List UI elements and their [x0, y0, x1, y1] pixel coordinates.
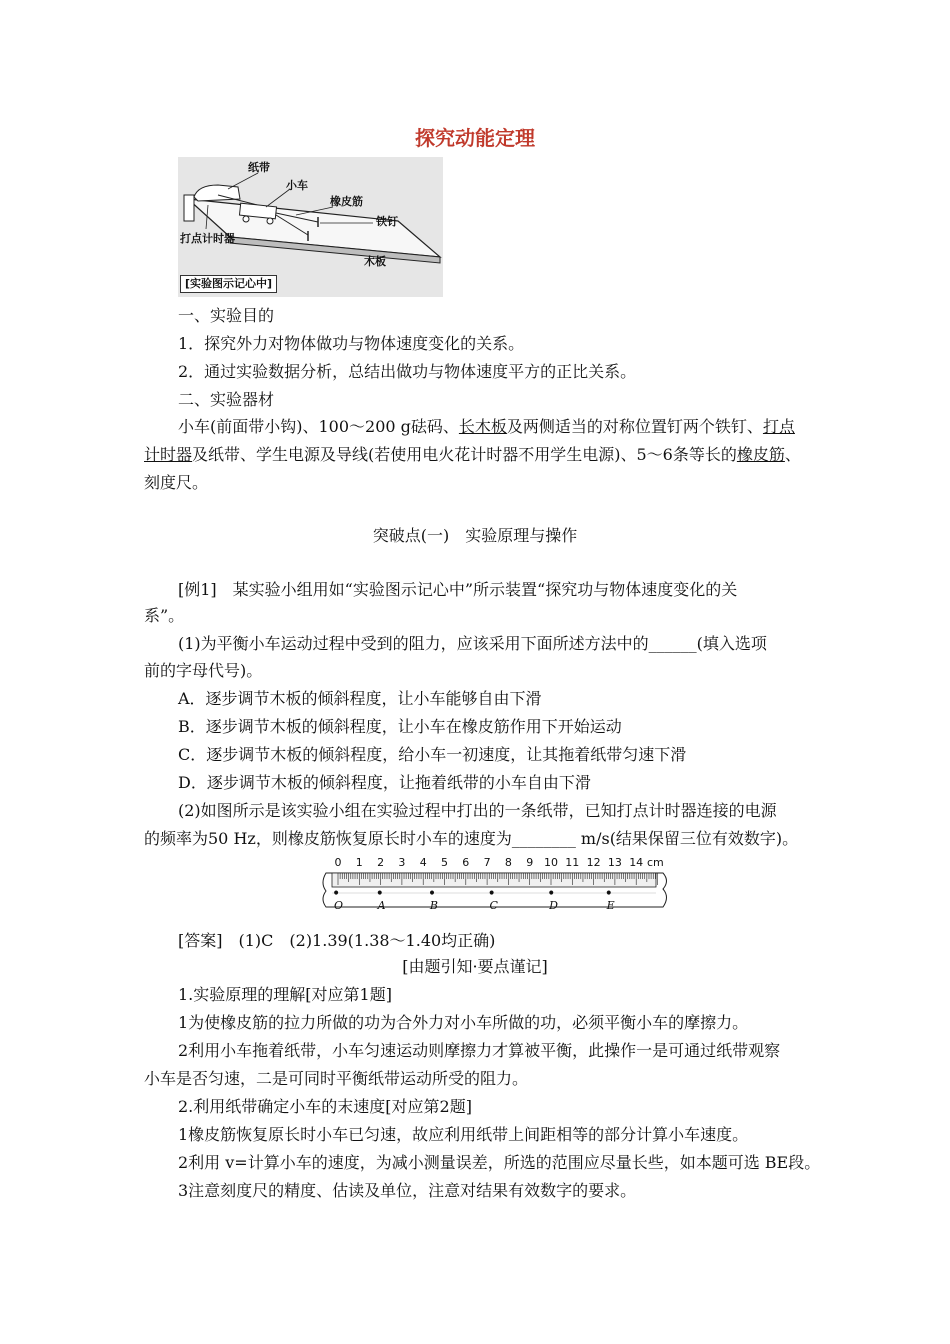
section1-heading: 一、实验目的: [178, 306, 275, 325]
tape-dot: •: [427, 886, 437, 902]
notes-2-2: 2利用 v=计算小车的速度，为减小测量误差，所选的范围应尽量长些，如本题可选 BE段。: [178, 1153, 821, 1172]
question1-line-1: (1)为平衡小车运动过程中受到的阻力，应该采用下面所述方法中的______(填入选项: [178, 634, 767, 653]
section1-item2: 2．通过实验数据分析，总结出做功与物体速度平方的正比关系。: [178, 362, 637, 381]
example-line-2: 系”。: [144, 606, 185, 625]
answer: [答案] (1)C (2)1.39(1.38～1.40均正确): [178, 931, 496, 950]
ruler-tape-figure: [318, 855, 673, 920]
tape-dot: •: [547, 886, 556, 902]
apparatus-figure: [178, 157, 443, 297]
equipment-line-1: [178, 413, 795, 441]
equipment-timer-part2: 计时器: [144, 445, 193, 464]
ruler-label: 3: [398, 856, 406, 869]
option-b: B．逐步调节木板的倾斜程度，让小车在橡皮筋作用下开始运动: [178, 717, 622, 736]
option-c: C．逐步调节木板的倾斜程度，给小车一初速度，让其拖着纸带匀速下滑: [178, 745, 687, 764]
label-cart: 小车: [286, 179, 308, 192]
tape-point-label: B: [429, 899, 438, 912]
equipment-line-2: [144, 441, 801, 469]
tape-point-label: A: [377, 899, 386, 912]
option-d: D．逐步调节木板的倾斜程度，让拖着纸带的小车自由下滑: [178, 773, 591, 792]
ruler-label: 8: [504, 856, 512, 869]
label-board: 木板: [364, 255, 386, 268]
equipment-rubber-band: 橡皮筋: [736, 445, 785, 464]
ruler-label: 12: [586, 856, 601, 869]
notes-heading: [由题引知·要点谨记]: [402, 957, 548, 976]
tape-point-label: D: [549, 899, 558, 912]
tape-point-label: C: [489, 899, 498, 912]
tape-dot: •: [332, 886, 341, 902]
equipment-long-board: 长木板: [458, 417, 507, 436]
notes-1-2b: 小车是否匀速，二是可同时平衡纸带运动所受的阻力。: [144, 1069, 529, 1088]
tape-dot: •: [604, 886, 613, 902]
ruler-label: 7: [483, 856, 491, 869]
ruler-label: 13: [607, 856, 622, 869]
equipment-text-b: 及两侧适当的对称位置钉两个铁钉、: [506, 417, 763, 436]
question2-line-2: 的频率为50 Hz，则橡皮筋恢复原长时小车的速度为________ m/s(结果保留三位有效数字)。: [144, 829, 799, 848]
notes-h1: 1.实验原理的理解[对应第1题]: [178, 985, 392, 1004]
ruler-label: 9: [526, 856, 534, 869]
label-rubber-band: 橡皮筋: [330, 195, 363, 208]
tape-point-label: O: [334, 899, 344, 912]
ruler-label: 10: [544, 856, 558, 869]
ruler-label: 2: [377, 856, 385, 869]
ruler-label: 1: [355, 856, 363, 869]
tape-dot: •: [375, 886, 384, 902]
equipment-text-a: 小车(前面带小钩)、100～200 g砝码、: [178, 417, 459, 436]
notes-1-1: 1为使橡皮筋的拉力所做的功为合外力对小车所做的功，必须平衡小车的摩擦力。: [178, 1013, 749, 1032]
figure-caption: [实验图示记心中]: [180, 275, 277, 293]
option-a: A．逐步调节木板的倾斜程度，让小车能够自由下滑: [178, 689, 542, 708]
ruler-label: 11: [565, 856, 580, 869]
notes-1-2a: 2利用小车拖着纸带，小车匀速运动则摩擦力才算被平衡，此操作一是可通过纸带观察: [178, 1041, 781, 1060]
equipment-text-d: 、: [784, 445, 801, 464]
question2-line-1: (2)如图所示是该实验小组在实验过程中打出的一条纸带，已知打点计时器连接的电源: [178, 801, 777, 820]
ruler-label: 0: [334, 856, 342, 869]
ruler-label: 6: [462, 856, 470, 869]
ruler-label: 4: [419, 856, 427, 869]
tape-dot: •: [487, 886, 496, 902]
ruler-label: 14: [629, 856, 644, 869]
ruler-unit: cm: [647, 856, 664, 869]
example-line-1: [例1] 某实验小组用如“实验图示记心中”所示装置“探究功与物体速度变化的关: [178, 580, 738, 599]
label-paper-tape: 纸带: [248, 161, 270, 174]
breakpoint-heading: 突破点(一) 实验原理与操作: [372, 526, 578, 545]
notes-2-3: 3注意刻度尺的精度、估读及单位，注意对结果有效数字的要求。: [178, 1181, 637, 1200]
section2-heading: 二、实验器材: [178, 390, 275, 409]
section1-item1: 1．探究外力对物体做功与物体速度变化的关系。: [178, 334, 525, 353]
equipment-timer-part1: 打点: [762, 417, 795, 436]
notes-2-1: 1橡皮筋恢复原长时小车已匀速，故应利用纸带上间距相等的部分计算小车速度。: [178, 1125, 749, 1144]
label-nail: 铁钉: [376, 215, 398, 228]
tape-point-label: E: [606, 899, 615, 912]
equipment-line-3: 刻度尺。: [144, 473, 209, 492]
equipment-text-c: 及纸带、学生电源及导线(若使用电火花计时器不用学生电源)、5～6条等长的: [192, 445, 737, 464]
label-timer: 打点计时器: [180, 232, 235, 245]
page-title: 探究动能定理: [415, 126, 535, 150]
question1-line-2: 前的字母代号)。: [144, 661, 263, 680]
notes-h2: 2.利用纸带确定小车的末速度[对应第2题]: [178, 1097, 472, 1116]
ruler-label: 5: [441, 856, 448, 869]
